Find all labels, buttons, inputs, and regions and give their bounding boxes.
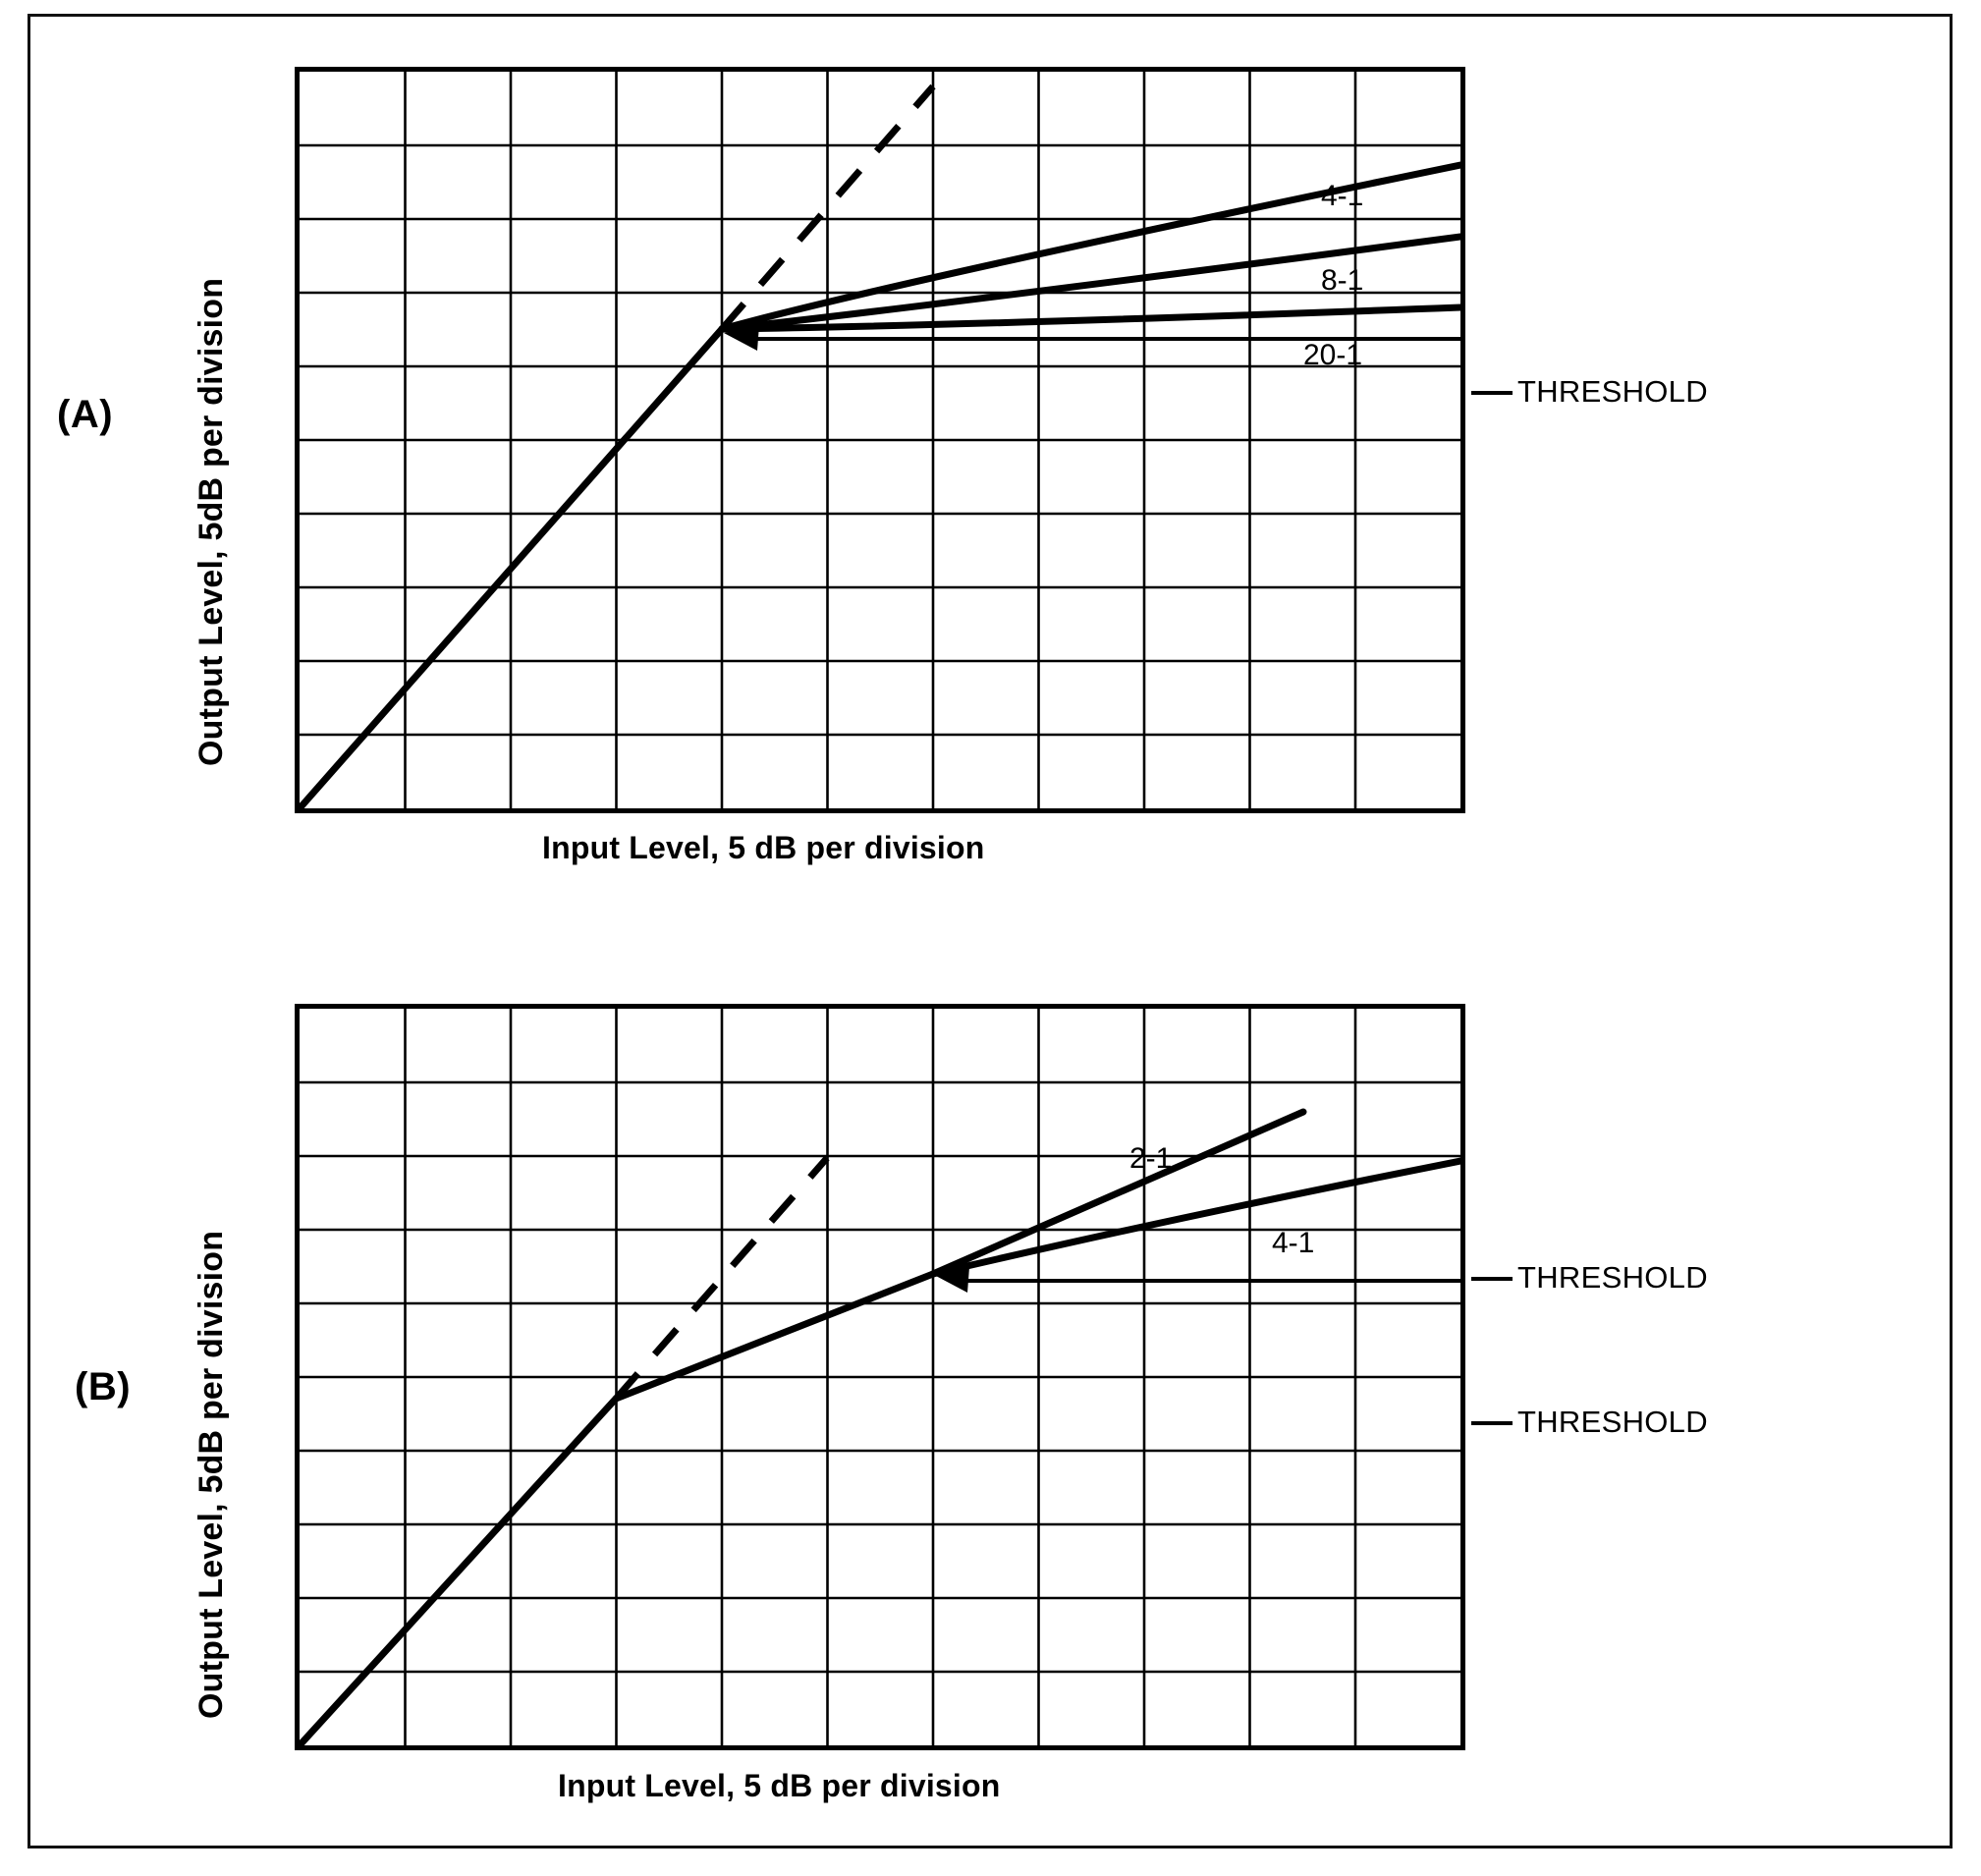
panel-b-threshold-dash-lower bbox=[1471, 1421, 1513, 1425]
curve-segment-b bbox=[616, 1274, 933, 1399]
panel-a-threshold-dash bbox=[1471, 391, 1513, 395]
panel-b-plot-area bbox=[295, 1004, 1465, 1750]
curve-4-1-b bbox=[933, 1161, 1460, 1274]
panel-b-threshold-dash-upper bbox=[1471, 1277, 1513, 1281]
panel-a-ratio-label-20-1: 20-1 bbox=[1303, 339, 1363, 371]
panel-b-ratio-label-2-1: 2-1 bbox=[1129, 1142, 1173, 1175]
panel-b-svg bbox=[300, 1009, 1460, 1745]
panel-b-letter: (B) bbox=[75, 1365, 132, 1408]
curve-2-1-b bbox=[933, 1112, 1303, 1274]
panel-b-threshold-label-upper: THRESHOLD bbox=[1517, 1260, 1708, 1295]
panel-b-y-axis-label: Output Level, 5dB per division bbox=[193, 1230, 230, 1719]
panel-a-svg bbox=[300, 72, 1460, 808]
panel-b-threshold-label-lower: THRESHOLD bbox=[1517, 1405, 1708, 1439]
panel-a-ratio-label-8-1: 8-1 bbox=[1321, 264, 1364, 297]
panel-a-threshold-label: THRESHOLD bbox=[1517, 374, 1708, 409]
panel-a-x-axis-label: Input Level, 5 dB per division bbox=[542, 830, 985, 865]
panel-a-ratio-label-4-1: 4-1 bbox=[1321, 180, 1364, 212]
panel-b bbox=[0, 943, 1981, 1876]
panel-b-ratio-label-4-1: 4-1 bbox=[1272, 1227, 1315, 1259]
panel-a-letter: (A) bbox=[57, 393, 114, 436]
panel-a-plot-area bbox=[295, 67, 1465, 813]
panel-a-y-axis-label: Output Level, 5dB per division bbox=[193, 277, 230, 766]
panel-a bbox=[0, 0, 1981, 884]
panel-b-x-axis-label: Input Level, 5 dB per division bbox=[558, 1768, 1001, 1803]
